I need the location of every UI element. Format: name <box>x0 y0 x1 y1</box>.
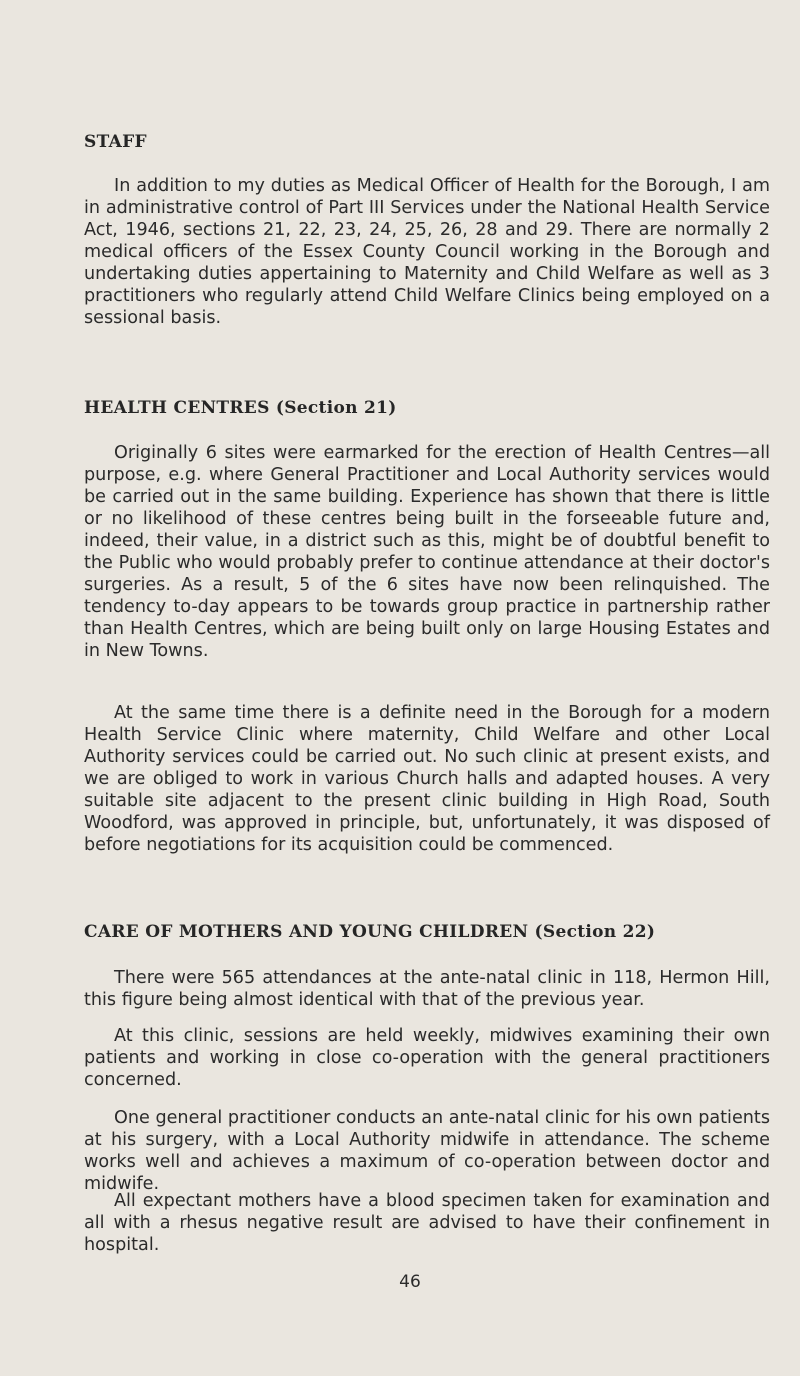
paragraph-staff: In addition to my duties as Medical Officer of Health for the Borough, I am in administrative control of Part III Services under the National Health Service Act, 1946, sections 21, 22, 23, 24, 25, 26, 28 and 29. There are normally 2 medical officers of the Essex County Council working in the Borough and undertaking duties appertaining to Maternity and Child Welfare as well as 3 practitioners who regularly attend Child Welfare Clinics being employed on a sessional basis. <box>84 176 770 328</box>
paragraph-health-centres-2: At the same time there is a definite need in the Borough for a modern Health Service Clinic where maternity, Child Welfare and other Local Authority services could be carried out. No such clinic at present exists, and we are obliged to work in various Church halls and adapted houses. A very suitable site adjacent to the present clinic building in High Road, South Woodford, was approved in principle, but, unfortunately, it was disposed of before negotiations for its acquisition could be commenced. <box>84 703 770 855</box>
paragraph-health-centres-1: Originally 6 sites were earmarked for the erection of Health Centres—all purpose, e.g. where General Practitioner and Local Authority services would be carried out in the same building. Experience has shown that there is little or no likelihood of these centres being built in the forseeable future and, indeed, their value, in a district such as this, might be of doubtful benefit to the Public who would probably prefer to continue attendance at their doctor's surgeries. As a result, 5 of the 6 sites have now been relinquished. The tendency to-day appears to be towards group practice in partnership rather than Health Centres, which are being built only on large Housing Estates and in New Towns. <box>84 443 770 661</box>
paragraph-care-2: At this clinic, sessions are held weekly, midwives examining their own patients and working in close co-operation with the general practitioners concerned. <box>84 1026 770 1090</box>
paragraph-care-3: One general practitioner conducts an ante-natal clinic for his own patients at his surgery, with a Local Authority midwife in attendance. The scheme works well and achieves a maximum of co-operation between doctor and midwife. <box>84 1108 770 1194</box>
section-heading-staff: STAFF <box>84 132 147 152</box>
paragraph-care-4: All expectant mothers have a blood specimen taken for examination and all with a rhesus negative result are advised to have their confinement in hospital. <box>84 1191 770 1255</box>
section-heading-care-of-mothers: CARE OF MOTHERS AND YOUNG CHILDREN (Section 22) <box>84 922 656 942</box>
paragraph-care-1: There were 565 attendances at the ante-natal clinic in 118, Hermon Hill, this figure being almost identical with that of the previous year. <box>84 968 770 1010</box>
section-heading-health-centres: HEALTH CENTRES (Section 21) <box>84 398 397 418</box>
page-number: 46 <box>399 1272 421 1292</box>
